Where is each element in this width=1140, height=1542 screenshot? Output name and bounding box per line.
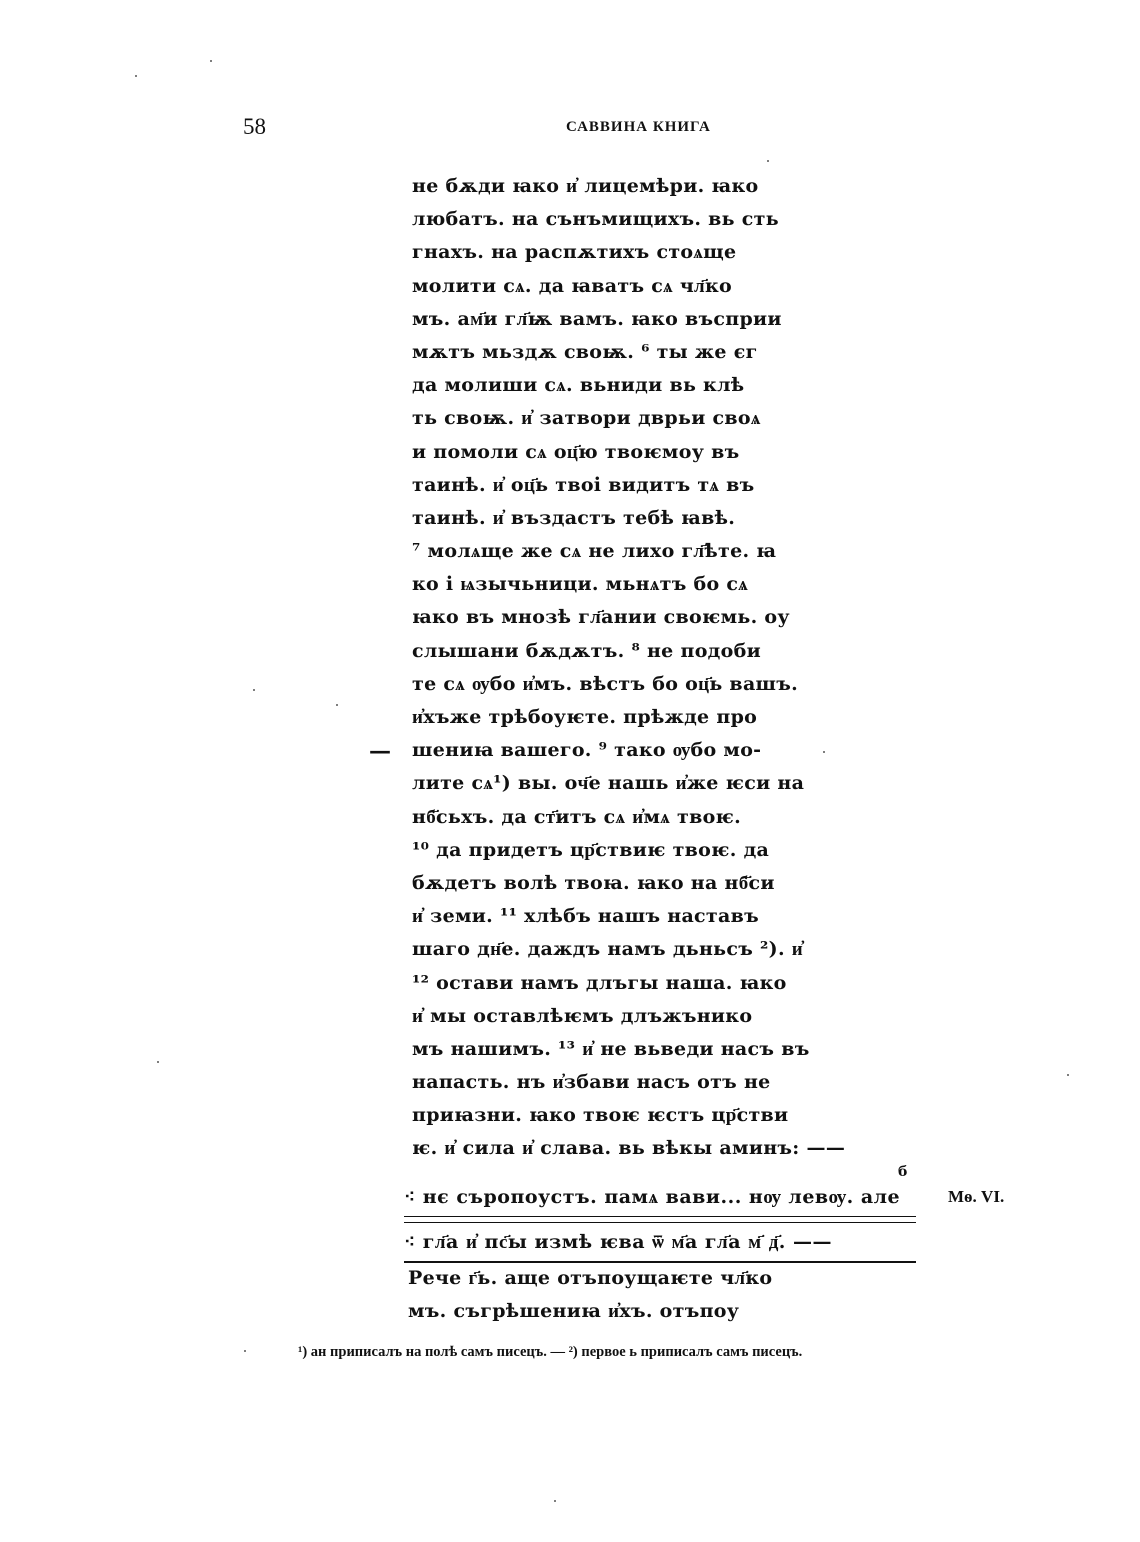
main-text-column: [412, 170, 846, 1166]
scan-speck: [1067, 1074, 1069, 1076]
page-number: 58: [243, 114, 266, 139]
scan-speck: [554, 1500, 556, 1502]
text-line: таинѣ. и҆ въздастъ тебѣ ꙗвѣ.: [412, 506, 736, 529]
text-line: нб҃сьхъ. да ст҃итъ сѧ и҆мѧ твоѥ.: [412, 805, 742, 828]
text-line: гнахъ. на распѫтихъ стоѧще: [412, 241, 737, 264]
lection-marker: б: [898, 1164, 908, 1180]
text-line: мъ. ам҃и гл҃ѭ вамъ. ꙗко въсприи: [412, 307, 782, 330]
text-line: ко і ѩзычьници. мьнѧтъ бо сѧ: [412, 573, 749, 596]
text-line: шаго дн҃е. даждъ намъ дьньсъ ²). и҆: [412, 938, 804, 961]
scan-speck: [157, 1061, 159, 1063]
lection-line-2: ⁖ гл҃а и҆ пс҃ы измѣ ѥва ѿ м҃а гл҃а м҃ д҃. ——: [404, 1231, 833, 1253]
text-line: бѫдетъ волѣ твоꙗ. ꙗко на нб҃си: [412, 871, 775, 894]
text-line: слышани бѫдѫтъ. ⁸ не подоби: [412, 639, 761, 662]
text-line: ¹⁰ да придетъ цр҃ствиѥ твоѥ. да: [412, 838, 770, 861]
running-title: САВВИНА КНИГА: [566, 119, 711, 135]
scan-speck: [336, 704, 338, 706]
text-line: мъ нашимъ. ¹³ и҆ не вьведи насъ въ: [412, 1037, 810, 1060]
text-line: ѥ. и҆ сила и҆ слава. вь вѣкы аминъ: ——: [412, 1137, 846, 1160]
scan-speck: [244, 1350, 246, 1352]
lection-rule: [404, 1216, 916, 1223]
text-line: напасть. нъ и҆збави насъ отъ не: [412, 1071, 771, 1094]
text-line: мѫтъ мьздѫ своѭ. ⁶ ты же єг: [412, 340, 758, 363]
scan-speck: [823, 751, 825, 753]
text-line: приꙗзни. ꙗко твоѥ ѥстъ цр҃стви: [412, 1104, 789, 1127]
text-line: и҆ мы оставлѣѥмъ длъжънико: [412, 1004, 753, 1027]
text-line: лите сѧ¹) вы. оч҃е нашь и҆же ѥси на: [412, 772, 805, 795]
text-line: таинѣ. и҆ оц҃ь твоі видитъ тѧ въ: [412, 473, 755, 496]
continuation-text: [408, 1262, 772, 1328]
scan-speck: [210, 60, 212, 62]
text-line: и помоли сѧ оц҃ю твоѥмоу въ: [412, 440, 740, 463]
text-line: и҆хъже трѣбоуѥте. прѣжде про: [412, 706, 758, 728]
text-line: ꙗко въ мнозѣ гл҃ании своѥмь. оу: [412, 606, 790, 629]
text-line: мъ. съгрѣшениꙗ и҆хъ. отъпоу: [408, 1300, 740, 1323]
text-line: ⁷ молѧще же сѧ не лихо гл҃ѣте. ꙗ: [412, 540, 777, 563]
text-line: те сѧ ѹбо и҆мъ. вѣстъ бо оц҃ь вашъ.: [412, 672, 799, 695]
text-line: шениꙗ вашего. ⁹ тако ѹбо мо-: [412, 739, 762, 762]
left-margin-dash: —: [369, 738, 391, 764]
scan-speck: [767, 160, 769, 162]
footnotes: ¹) ан приписалъ на полѣ самъ писецъ. — ²) первое ь приписалъ самъ писецъ.: [298, 1344, 803, 1360]
text-line: ть своѭ. и҆ затвори дврьи своѧ: [412, 407, 761, 430]
text-line: да молиши сѧ. вьниди вь клѣ: [412, 374, 745, 397]
scan-speck: [253, 689, 255, 691]
scan-speck: [135, 75, 137, 77]
lection-line-1: ⁖ нє съропоустъ. памѧ вави... нѹ левѹ. але: [404, 1186, 901, 1208]
text-line: не бѫди ꙗко и҆ лицемѣри. ꙗко: [412, 175, 759, 197]
margin-reference: Мѳ. VI.: [948, 1187, 1005, 1206]
text-line: ¹² остави намъ длъгы наша. ꙗко: [412, 971, 787, 994]
lection-block: [404, 1180, 924, 1265]
text-line: молити сѧ. да ꙗватъ сѧ чл҃ко: [412, 274, 732, 297]
text-line: Рече г҃ь. аще отъпоущаѥте чл҃ко: [408, 1267, 773, 1289]
text-line: и҆ земи. ¹¹ хлѣбъ нашъ наставъ: [412, 905, 759, 928]
text-line: любатъ. на сънъмищихъ. вь сть: [412, 208, 779, 231]
